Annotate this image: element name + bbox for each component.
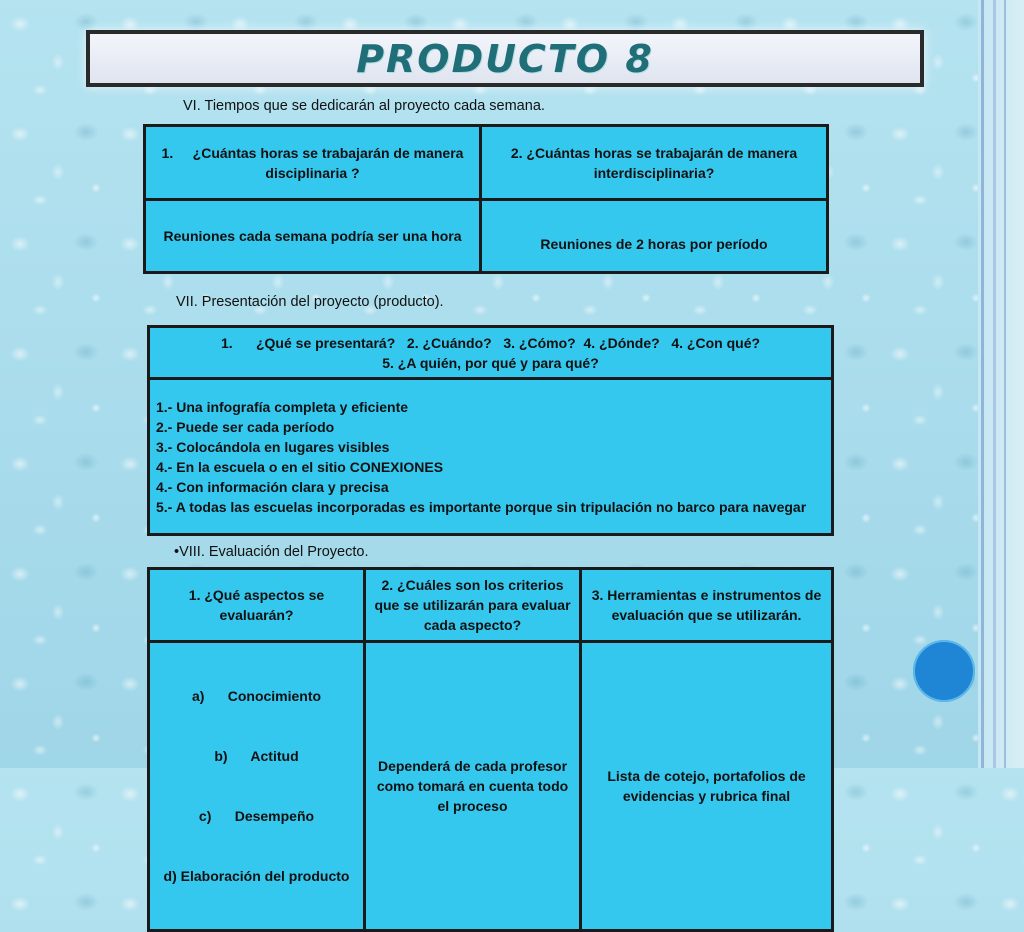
decorative-circle — [913, 640, 975, 702]
list-item: c) Desempeño — [198, 808, 315, 824]
page-title: PRODUCTO 8 — [356, 37, 654, 81]
eval-aspects — [149, 642, 365, 931]
frame-line — [993, 0, 996, 768]
title-banner — [86, 30, 924, 87]
list-item: 5.- A todas las escuelas incorporadas es importante porque sin tripulación no barco para navegar — [156, 498, 807, 515]
section-6-heading: VI. Tiempos que se dedicarán al proyecto cada semana. — [183, 98, 545, 114]
list-item: 1.- Una infografía completa y eficiente — [156, 398, 409, 415]
presentation-answers — [149, 379, 833, 535]
section-7-heading: VII. Presentación del proyecto (producto). — [176, 294, 444, 310]
list-item: b) Actitud — [214, 748, 299, 764]
list-item: d) Elaboración del producto — [163, 868, 350, 884]
presentation-table — [147, 325, 834, 536]
time-answer-1: Reuniones cada semana podría ser una hora — [145, 200, 481, 273]
list-item: a) Conocimiento — [191, 688, 322, 704]
evaluation-table — [147, 567, 834, 932]
eval-criteria: Dependerá de cada profesor como tomará en cuenta todo el proceso — [365, 642, 581, 931]
frame-line — [981, 0, 984, 768]
list-item: 3.- Colocándola en lugares visibles — [156, 438, 390, 455]
presentation-questions: 1. ¿Qué se presentará? 2. ¿Cuándo? 3. ¿Cómo? 4. ¿Dónde? 4. ¿Con qué? 5. ¿A quién, por qué y para qué? — [149, 327, 833, 379]
list-item: 2.- Puede ser cada período — [156, 418, 335, 435]
frame-line — [1004, 0, 1006, 768]
eval-tools: Lista de cotejo, portafolios de evidencias y rubrica final — [581, 642, 833, 931]
time-question-2: 2. ¿Cuántas horas se trabajarán de manera interdisciplinaria? — [481, 126, 828, 200]
section-8-heading: •VIII. Evaluación del Proyecto. — [174, 544, 369, 560]
time-answer-2: Reuniones de 2 horas por período — [481, 200, 828, 273]
eval-header-aspects: 1. ¿Qué aspectos se evaluarán? — [149, 569, 365, 642]
eval-header-tools: 3. Herramientas e instrumentos de evaluación que se utilizarán. — [581, 569, 833, 642]
eval-header-criteria: 2. ¿Cuáles son los criterios que se utilizarán para evaluar cada aspecto? — [365, 569, 581, 642]
time-table — [143, 124, 829, 274]
right-frame — [978, 0, 1024, 768]
list-item: 4.- En la escuela o en el sitio CONEXIONES — [156, 458, 444, 475]
list-item: 4.- Con información clara y precisa — [156, 478, 389, 495]
time-question-1: 1. ¿Cuántas horas se trabajarán de manera disciplinaria ? — [145, 126, 481, 200]
